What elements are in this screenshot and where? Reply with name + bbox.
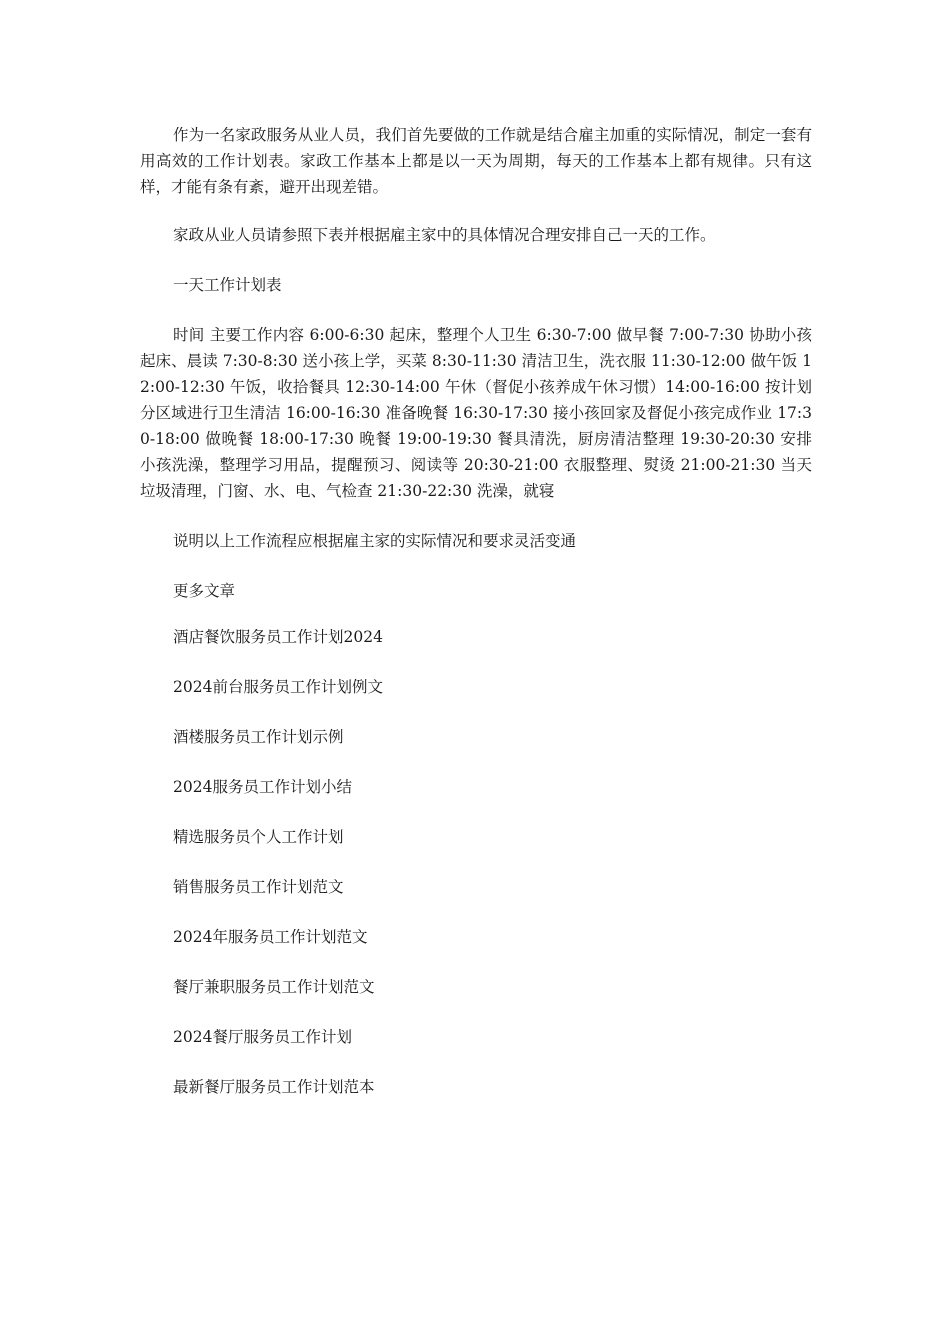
article-link[interactable]: 酒楼服务员工作计划示例 — [173, 728, 344, 746]
article-link[interactable]: 最新餐厅服务员工作计划范本 — [173, 1078, 375, 1096]
more-articles-heading: 更多文章 — [173, 582, 236, 600]
article-link[interactable]: 2024年服务员工作计划范文 — [173, 928, 368, 946]
intro-paragraph: 作为一名家政服务从业人员，我们首先要做的工作就是结合雇主加重的实际情况，制定一套有用高效的工作计划表。家政工作基本上都是以一天为周期，每天的工作基本上都有规律。只有这样，才能有条有紊，避开出现差错。 — [140, 126, 812, 196]
article-link[interactable]: 2024前台服务员工作计划例文 — [173, 678, 383, 696]
document-body — [140, 122, 812, 1100]
article-link[interactable]: 餐厅兼职服务员工作计划范文 — [173, 978, 375, 996]
instruction-paragraph: 家政从业人员请参照下表并根据雇主家中的具体情况合理安排自己一天的工作。 — [173, 226, 716, 244]
more-articles-list — [140, 624, 812, 1100]
article-link[interactable]: 2024餐厅服务员工作计划 — [173, 1028, 352, 1046]
note-paragraph: 说明以上工作流程应根据雇主家的实际情况和要求灵活变通 — [173, 532, 577, 550]
article-link[interactable]: 2024服务员工作计划小结 — [173, 778, 352, 796]
article-link[interactable]: 酒店餐饮服务员工作计划2024 — [173, 628, 383, 646]
article-link[interactable]: 销售服务员工作计划范文 — [173, 878, 344, 896]
table-title: 一天工作计划表 — [173, 276, 282, 294]
schedule-paragraph: 时间 主要工作内容 6:00-6:30 起床，整理个人卫生 6:30-7:00 做早餐 7:00-7:30 协助小孩起床、晨读 7:30-8:30 送小孩上学，买菜 8:30-11:30 清洁卫生，洗衣服 11:30-12:00 做午饭 12:00-12:30 午饭，收拾餐具 12:30-14:00 午休（督促小孩养成午休习惯）14:00-16:00 按计划分区域进行卫生清洁 16:00-16:30 准备晚餐 16:30-17:30 接小孩回家及督促小孩完成作业 17:30-18:00 做晚餐 18:00-17:30 晚餐 19:00-19:30 餐具清洗，厨房清洁整理 19:30-20:30 安排小孩洗澡，整理学习用品，提醒预习、阅读等 20:30-21:00 衣服整理、熨烫 21:00-21:30 当天垃圾清理，门窗、水、电、气检查 21:30-22:30 洗澡，就寝 — [140, 326, 812, 500]
article-link[interactable]: 精选服务员个人工作计划 — [173, 828, 344, 846]
